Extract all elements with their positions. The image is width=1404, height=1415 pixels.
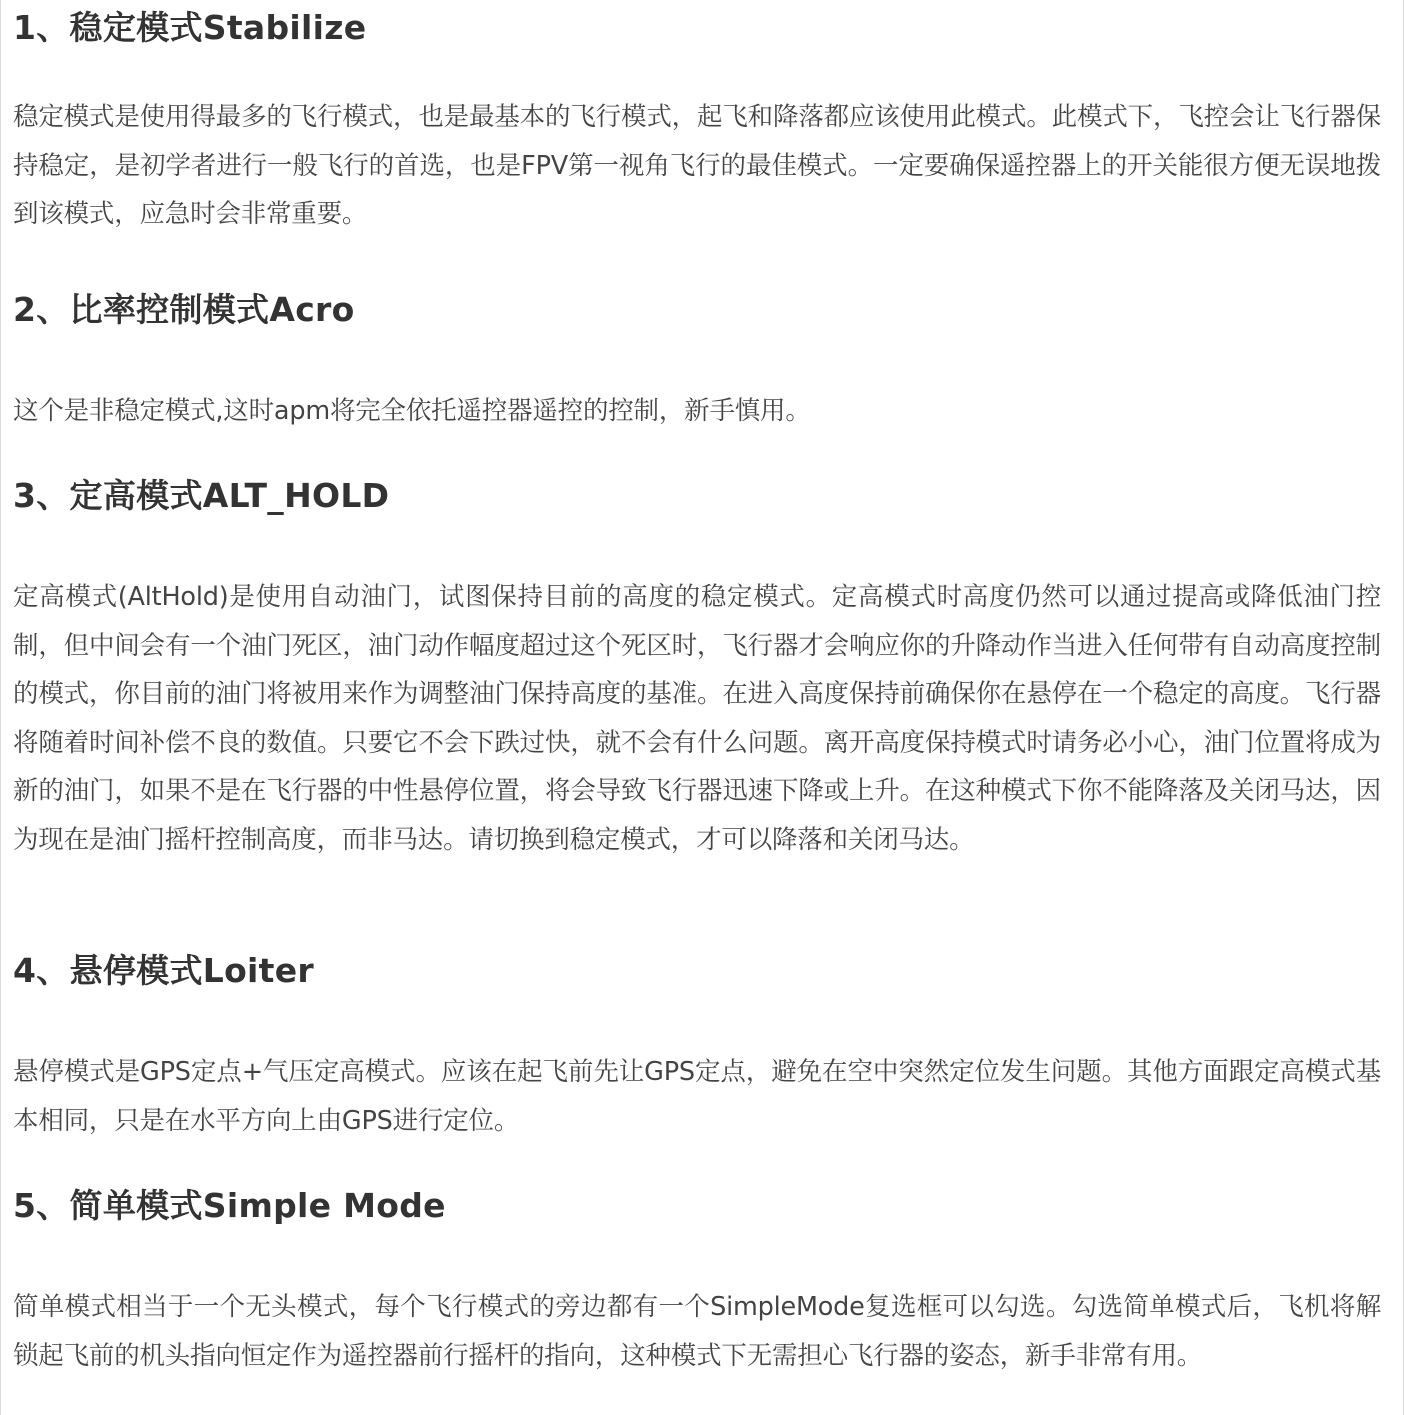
section-heading: 1、稳定模式Stabilize [13,8,367,47]
section-acro [13,290,1381,436]
section-simple-mode [13,1186,1381,1380]
section-body: 定高模式(AltHold)是使用自动油门，试图保持目前的高度的稳定模式。定高模式时高度仍然可以通过提高或降低油门控制，但中间会有一个油门死区，油门动作幅度超过这个死区时，飞行器才会响应你的升降动作当进入任何带有自动高度控制的模式，你目前的油门将被用来作为调整油门保持高度的基准。在进入高度保持前确保你在悬停在一个稳定的高度。飞行器将随着时间补偿不良的数值。只要它不会下跌过快，就不会有什么问题。离开高度保持模式时请务必小心，油门位置将成为新的油门，如果不是在飞行器的中性悬停位置，将会导致飞行器迅速下降或上升。在这种模式下你不能降落及关闭马达，因为现在是油门摇杆控制高度，而非马达。请切换到稳定模式，才可以降落和关闭马达。 [13,582,1381,855]
section-body: 悬停模式是GPS定点+气压定高模式。应该在起飞前先让GPS定点，避免在空中突然定位发生问题。其他方面跟定高模式基本相同，只是在水平方向上由GPS进行定位。 [13,1057,1381,1136]
section-heading: 3、定高模式ALT_HOLD [13,476,390,515]
section-alt-hold [13,476,1381,864]
section-heading: 4、悬停模式Loiter [13,951,315,990]
section-stabilize [13,8,1381,239]
section-body: 简单模式相当于一个无头模式，每个飞行模式的旁边都有一个SimpleMode复选框可以勾选。勾选简单模式后，飞机将解锁起飞前的机头指向恒定作为遥控器前行摇杆的指向，这种模式下无需担心飞行器的姿态，新手非常有用。 [13,1292,1381,1371]
section-heading: 5、简单模式Simple Mode [13,1186,446,1225]
section-loiter [13,951,1381,1145]
section-heading: 2、比率控制模式Acro [13,290,355,329]
section-body: 这个是非稳定模式,这时apm将完全依托遥控器遥控的控制，新手慎用。 [13,396,811,426]
section-body: 稳定模式是使用得最多的飞行模式，也是最基本的飞行模式，起飞和降落都应该使用此模式。此模式下，飞控会让飞行器保持稳定，是初学者进行一般飞行的首选，也是FPV第一视角飞行的最佳模式。一定要确保遥控器上的开关能很方便无误地拨到该模式，应急时会非常重要。 [13,102,1381,229]
